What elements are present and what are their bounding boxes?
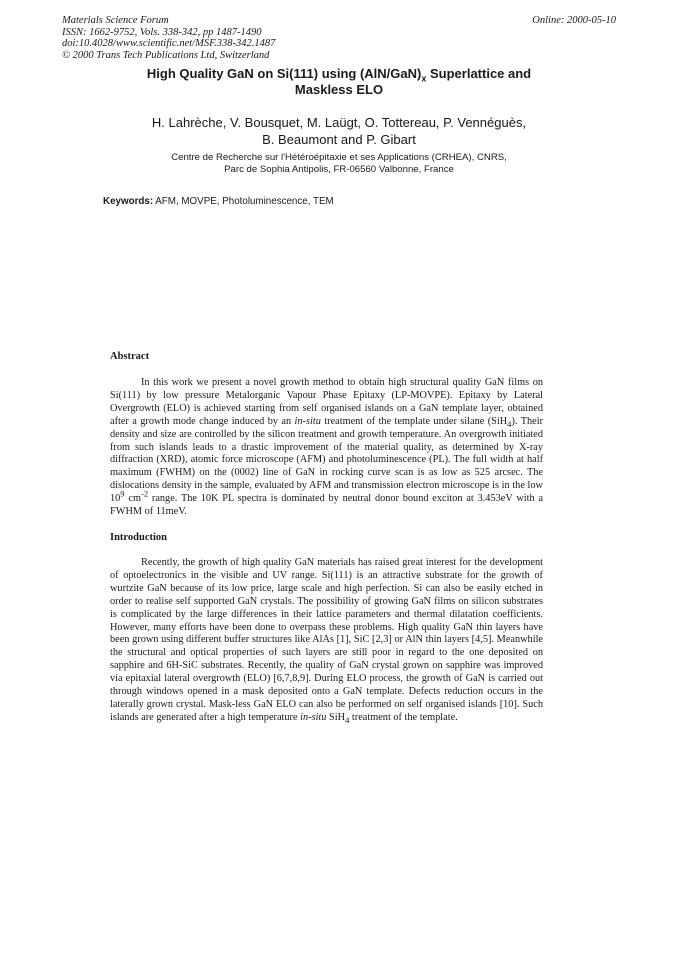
introduction-heading: Introduction — [110, 532, 167, 543]
abstract-sup-2: -2 — [140, 488, 149, 499]
keywords-text: AFM, MOVPE, Photoluminescence, TEM — [153, 196, 334, 207]
title-part1: High Quality GaN on Si(111) using (AlN/GaN) — [146, 66, 422, 81]
copyright-line: © 2000 Trans Tech Publications Ltd, Switzerland — [62, 49, 270, 61]
affiliation-line1: Centre de Recherche sur l'Hétéroépitaxie et ses Applications (CRHEA), CNRS, — [171, 152, 507, 163]
author-list — [90, 114, 588, 148]
abstract-text-2: treatment of the template under silane (SiH — [320, 415, 508, 427]
affiliation-line2: Parc de Sophia Antipolis, FR-06560 Valbonne, France — [224, 164, 454, 175]
abstract-body — [110, 377, 543, 519]
introduction-body — [110, 557, 543, 725]
abstract-sup-1: 9 — [120, 488, 125, 499]
intro-sub: 4 — [345, 714, 350, 725]
abstract-text-5: range. The 10K PL spectra is dominated by neutral donor bound exciton at 3.453eV with a FWHM of 11meV. — [110, 493, 544, 518]
title-line2: Maskless ELO — [294, 82, 384, 97]
title-part2: Superlattice and — [426, 66, 532, 81]
online-date: Online: 2000-05-10 — [532, 15, 616, 26]
title-subscript: x — [421, 73, 427, 84]
keywords-label: Keywords: — [103, 196, 154, 207]
abstract-text-4: cm — [124, 493, 141, 505]
keywords — [103, 196, 334, 207]
affiliation — [90, 152, 588, 176]
authors-line2: B. Beaumont and P. Gibart — [262, 132, 416, 147]
abstract-text-1: In this work we present a novel growth method to obtain high structural quality GaN films on Si(111) by low pressure Metalorganic Vapour Phase Epitaxy (LP-MOVPE). Epitaxy by Lateral Overgrowth (ELO) is achieved starting from self organised islands on a GaN template layer, obtained after a growth mode change induced by an — [110, 377, 543, 427]
abstract-text-3: ). Their density and size are controlled by the silicon treatment and growth temperature. An overgrowth initiated from such islands leads to a drastic improvement of the material quality, as determined by X-ray diffraction (XRD), atomic force microscope (AFM) and photoluminescence (PL). The full width at half maximum (FWHM) on the (0002) line of GaN in rocking curve scan is as low as 525 arcsec. The dislocations density in the sample, evaluated by AFM and transmission electron microscope is in the low 10 — [110, 415, 543, 505]
intro-italic: in-situ — [300, 711, 327, 723]
abstract-sub: 4 — [507, 418, 512, 429]
intro-text-2: SiH — [326, 711, 346, 723]
intro-text-3: treatment of the template. — [349, 711, 458, 723]
journal-name: Materials Science Forum — [62, 15, 169, 26]
abstract-heading: Abstract — [110, 351, 150, 362]
authors-line1: H. Lahrèche, V. Bousquet, M. Laügt, O. Tottereau, P. Vennéguès, — [151, 115, 527, 130]
issn-line: ISSN: 1662-9752, Vols. 338-342, pp 1487-1490 — [62, 26, 262, 38]
abstract-italic: in-situ — [294, 415, 321, 427]
paper-title — [90, 66, 588, 98]
doi-line: doi:10.4028/www.scientific.net/MSF.338-342.1487 — [62, 38, 276, 50]
intro-text-1: Recently, the growth of high quality GaN materials has raised great interest for the development of optoelectronics in the visible and UV range. Si(111) is an attractive substrate for the growth of wurtzite GaN because of its low price, large scale and high perfection. Si can also be easily etched in order to realise self supported GaN crystals. The possibility of growing GaN films on silicon substrates is complicated by the large differences in their lattice parameters and thermal dilatation coefficients. However, many efforts have been done to overpass these problems. High quality GaN thin layers have been grown using different buffer structures like AlAs [1], SiC [2,3] or AlN thin layers [4,5]. Meanwhile the structural and optical properties of such layers are still poor in regard to the one deposited on sapphire and 6H-SiC substrates. Recently, the quality of GaN crystal grown on sapphire was improved via epitaxial lateral overgrowth (ELO) [6,7,8,9]. During ELO process, the growth of GaN is carried out through windows opened in a mask deposited onto a GaN template. Defects reduction occurs in the laterally grown crystal. Mask-less GaN ELO can also be performed on self organised islands [10]. Such islands are generated after a high temperature — [110, 557, 543, 723]
